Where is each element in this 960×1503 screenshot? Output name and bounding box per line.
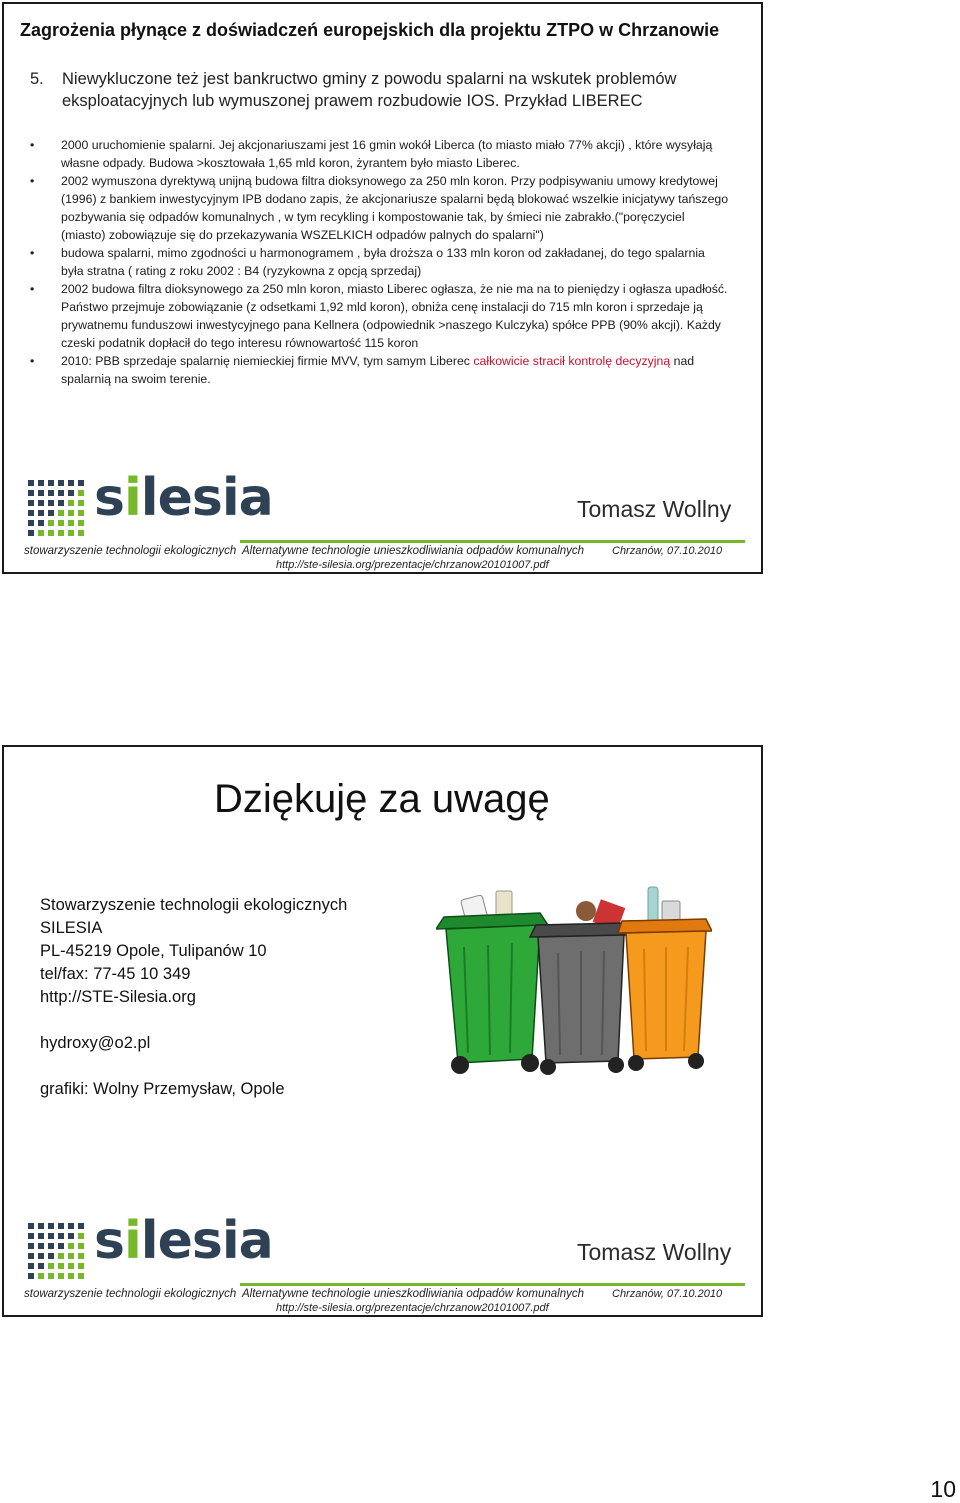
bullet-icon [30, 172, 34, 190]
gray-bin-icon [530, 923, 630, 1075]
contact-line: SILESIA [40, 919, 103, 937]
presentation-subtitle: Alternatywne technologie unieszkodliwiania odpadów komunalnych [242, 1288, 585, 1300]
bullet-item: • 2000 uruchomienie spalarni. Jej akcjonariuszami jest 16 gmin wokół Liberca (to miasto miało 77% akcji) , które wysyłają własne odpady. Budowa >kosztowała 1,65 mld koron, żyrantem było miasto Liberec. [30, 136, 730, 172]
bullet-item: • 2010: PBB sprzedaje spalarnię niemieckiej firmie MVV, tym samym Liberec całkowicie stracił kontrolę decyzyjną nad spalarnią na swoim terenie. [30, 352, 730, 388]
highlighted-text: całkowicie stracił kontrolę decyzyjną [473, 354, 671, 368]
thanks-heading: Dziękuję za uwagę [214, 777, 550, 821]
bullet-icon [30, 136, 34, 154]
slide-thanks [2, 745, 763, 1317]
silesia-logo-dots-icon [28, 1223, 86, 1283]
silesia-logo: silesia [94, 1211, 273, 1271]
contact-line: PL-45219 Opole, Tulipanów 10 [40, 942, 267, 960]
credits: grafiki: Wolny Przemysław, Opole [40, 1080, 285, 1098]
presentation-subtitle: Alternatywne technologie unieszkodliwiania odpadów komunalnych [242, 545, 585, 557]
presentation-date: Chrzanów, 07.10.2010 [612, 545, 723, 557]
recycling-bins-illustration [436, 883, 712, 1079]
slide-liberec [2, 2, 763, 574]
presentation-url: http://ste-silesia.org/prezentacje/chrzanow20101007.pdf [276, 559, 549, 571]
slide-footer [4, 1191, 761, 1317]
bullet-item: • 2002 budowa filtra dioksynowego za 250 mln koron, miasto Liberec ogłasza, że nie ma na to pieniędzy i ogłasza upadłość. Państwo przejmuje zobowiązanie (z odsetkami 1,92 mld koron), obniża cenę instalacji do 715 mln koron i sprzedaje ją prywatnemu funduszowi inwestycyjnego pana Kellnera (odpowiednik >naszego Kulczyka) spółce PPB (90% akcji). Każdy czeski podatnik dopłacił do tego interesu równowartość 115 koron [30, 280, 730, 352]
contact-email: hydroxy@o2.pl [40, 1034, 151, 1052]
association-name: stowarzyszenie technologii ekologicznych [24, 1288, 237, 1300]
association-name: stowarzyszenie technologii ekologicznych [24, 545, 237, 557]
page-number: 10 [930, 1476, 956, 1502]
bullet-item: • 2002 wymuszona dyrektywą unijną budowa filtra dioksynowego za 250 mln koron. Przy podpisywaniu umowy kredytowej (1996) z bankiem inwestycyjnym IPB dodano zapis, że akcjonariusze spalarni będą blokować wszelkie inicjatywy tańszego pozbywania się odpadów komunalnych , w tym recykling i kompostowanie tak, by śmieci nie zabrakło.("poręczyciel (miasto) zobowiązuje się do przekazywania WSZELKICH odpadów palnych do spalarni") [30, 172, 730, 244]
bullet-list [30, 136, 730, 388]
contact-block [40, 894, 347, 1101]
orange-bin-icon [618, 919, 712, 1071]
silesia-logo: silesia [94, 468, 273, 528]
numbered-item-5 [30, 68, 730, 112]
contact-line: tel/fax: 77-45 10 349 [40, 965, 191, 983]
divider [240, 540, 745, 543]
item-number: 5. [30, 70, 44, 88]
author-name: Tomasz Wollny [577, 496, 732, 522]
bullet-icon [30, 280, 34, 298]
author-name: Tomasz Wollny [577, 1239, 732, 1265]
presentation-date: Chrzanów, 07.10.2010 [612, 1288, 723, 1300]
slide-footer [4, 448, 761, 574]
contact-line: http://STE-Silesia.org [40, 988, 196, 1006]
contact-line: Stowarzyszenie technologii ekologicznych [40, 896, 348, 914]
bullet-icon [30, 244, 34, 262]
item-text: Niewykluczone też jest bankructwo gminy z powodu spalarni na wskutek problemów eksploatacyjnych lub wymuszonej prawem rozbudowie IOS. Przykład LIBEREC [62, 70, 677, 110]
presentation-url: http://ste-silesia.org/prezentacje/chrzanow20101007.pdf [276, 1302, 549, 1314]
bullet-icon [30, 352, 34, 370]
bullet-item: • budowa spalarni, mimo zgodności u harmonogramem , była droższa o 133 mln koron od zakładanej, do tego spalarnia była stratna ( rating z roku 2002 : B4 (ryzykowna z opcją sprzedaj) [30, 244, 730, 280]
silesia-logo-dots-icon [28, 480, 86, 540]
slide-title: Zagrożenia płynące z doświadczeń europejskich dla projektu ZTPO w Chrzanowie [20, 20, 720, 40]
divider [240, 1283, 745, 1286]
